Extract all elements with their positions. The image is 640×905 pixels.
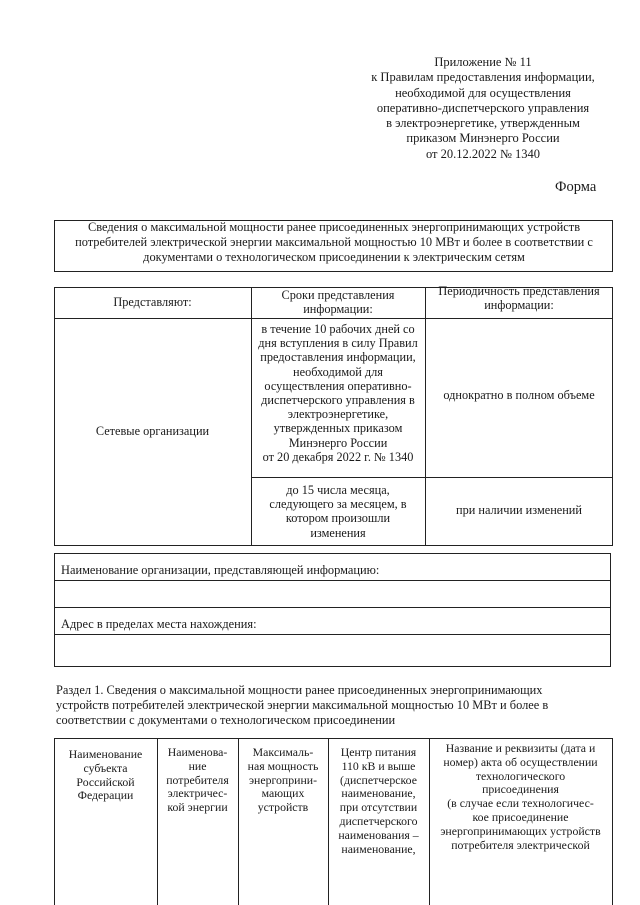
appendix-line: от 20.12.2022 № 1340 bbox=[425, 146, 541, 161]
title-line: потребителей электрической энергии максимальной мощностью 10 МВт и более в соответствии с bbox=[75, 235, 593, 249]
row1-deadline: в течение 10 рабочих дней со дня вступления в силу Правил предоставления информации, необходимой для осуществления оперативно- диспетчерского управления в электроэнергетике, утвержденных приказом Минэнерго России от 20 декабря 2022 г. № 1340 bbox=[258, 322, 418, 464]
submitter-cell: Сетевые организации bbox=[95, 424, 210, 438]
title-line: Сведения о максимальной мощности ранее присоединенных энергопринимающих устройств bbox=[87, 220, 581, 234]
section1-title: Раздел 1. Сведения о максимальной мощности ранее присоединенных энергопринимающих устройств потребителей электрической энергии максимальной мощностью 10 МВт и более в соответствии с документами о технологическом присоединении bbox=[56, 683, 549, 727]
table-border bbox=[612, 738, 613, 905]
row1-periodicity: однократно в полном объеме bbox=[443, 388, 595, 402]
header-periodicity: Периодичность представления информации: bbox=[438, 284, 600, 313]
row2-periodicity: при наличии изменений bbox=[456, 503, 582, 517]
header-deadline: Сроки представления информации: bbox=[281, 288, 395, 317]
table-divider bbox=[54, 318, 613, 319]
col-connection-act: Название и реквизиты (дата и номер) акта об осуществлении технологического присоединения (в случае если технологичес- кое присоединение энергопринимающих устройств потребителя электрической bbox=[440, 741, 601, 852]
appendix-line: оперативно-диспетчерского управления bbox=[376, 100, 590, 115]
address-label: Адрес в пределах места нахождения: bbox=[61, 617, 257, 631]
org-name-label: Наименование организации, представляющей информацию: bbox=[61, 563, 380, 577]
appendix-line: приказом Минэнерго России bbox=[406, 131, 560, 146]
col-consumer: Наименова- ние потребителя электричес- кой энергии bbox=[166, 745, 229, 815]
appendix-header bbox=[352, 55, 614, 162]
form-divider bbox=[54, 607, 611, 608]
row2-deadline: до 15 числа месяца, следующего за месяцем, в котором произошли изменения bbox=[269, 483, 407, 540]
title-line: документами о технологическом присоединении к электрическим сетям bbox=[143, 250, 525, 264]
appendix-line: необходимой для осуществления bbox=[395, 85, 571, 100]
table-border bbox=[54, 738, 613, 739]
table-divider bbox=[251, 477, 613, 478]
appendix-line: к Правилам предоставления информации, bbox=[371, 70, 595, 85]
appendix-line: в электроэнергетике, утвержденным bbox=[386, 116, 580, 131]
appendix-line: Приложение № 11 bbox=[434, 55, 532, 69]
header-submitter: Представляют: bbox=[113, 295, 192, 309]
col-supply-center: Центр питания 110 кВ и выше (диспетчерское наименование, при отсутствии диспетчерского наименования – наименование, bbox=[338, 745, 419, 856]
col-region: Наименование субъекта Российской Федерации bbox=[68, 747, 143, 803]
org-name-field[interactable] bbox=[55, 581, 610, 607]
document-title bbox=[58, 220, 610, 265]
address-field[interactable] bbox=[55, 635, 610, 666]
form-label: Форма bbox=[555, 179, 597, 195]
col-max-power: Максималь- ная мощность энергоприни- мающих устройств bbox=[247, 745, 319, 815]
